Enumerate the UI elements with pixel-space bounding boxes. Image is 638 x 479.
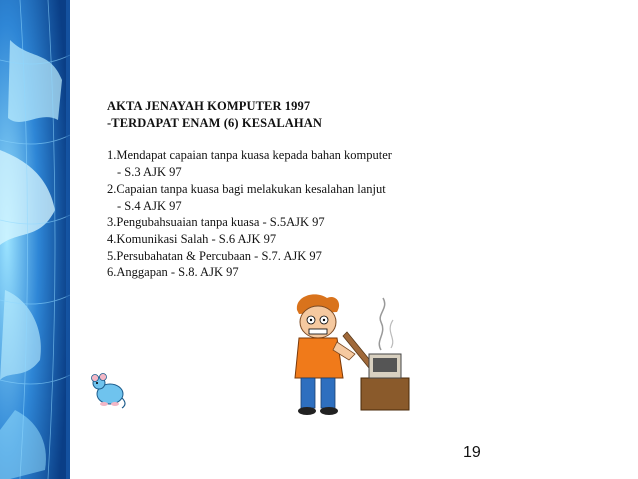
slide-title-line1: AKTA JENAYAH KOMPUTER 1997	[107, 99, 311, 113]
slide-title-line2: -TERDAPAT ENAM (6) KESALAHAN	[107, 115, 322, 130]
list-item: - S.4 AJK 97	[117, 198, 182, 213]
list-item: 5.Persubahatan & Percubaan - S.7. AJK 97	[107, 248, 322, 263]
list-item: 4.Komunikasi Salah - S.6 AJK 97	[107, 231, 277, 246]
slide-body	[107, 98, 527, 281]
page-number: 19	[463, 444, 481, 461]
list-item: 2.Capaian tanpa kuasa bagi melakukan kesalahan lanjut	[107, 181, 386, 196]
list-item: - S.3 AJK 97	[117, 165, 182, 180]
list-item: 3.Pengubahsuaian tanpa kuasa - S.5AJK 97	[107, 215, 325, 230]
list-item: 6.Anggapan - S.8. AJK 97	[107, 265, 239, 280]
mouse-clipart-icon	[86, 370, 130, 410]
list-item: 1.Mendapat capaian tanpa kuasa kepada bahan komputer	[107, 148, 392, 163]
globe-decoration	[0, 0, 70, 479]
angry-man-computer-clipart-icon	[285, 292, 415, 417]
